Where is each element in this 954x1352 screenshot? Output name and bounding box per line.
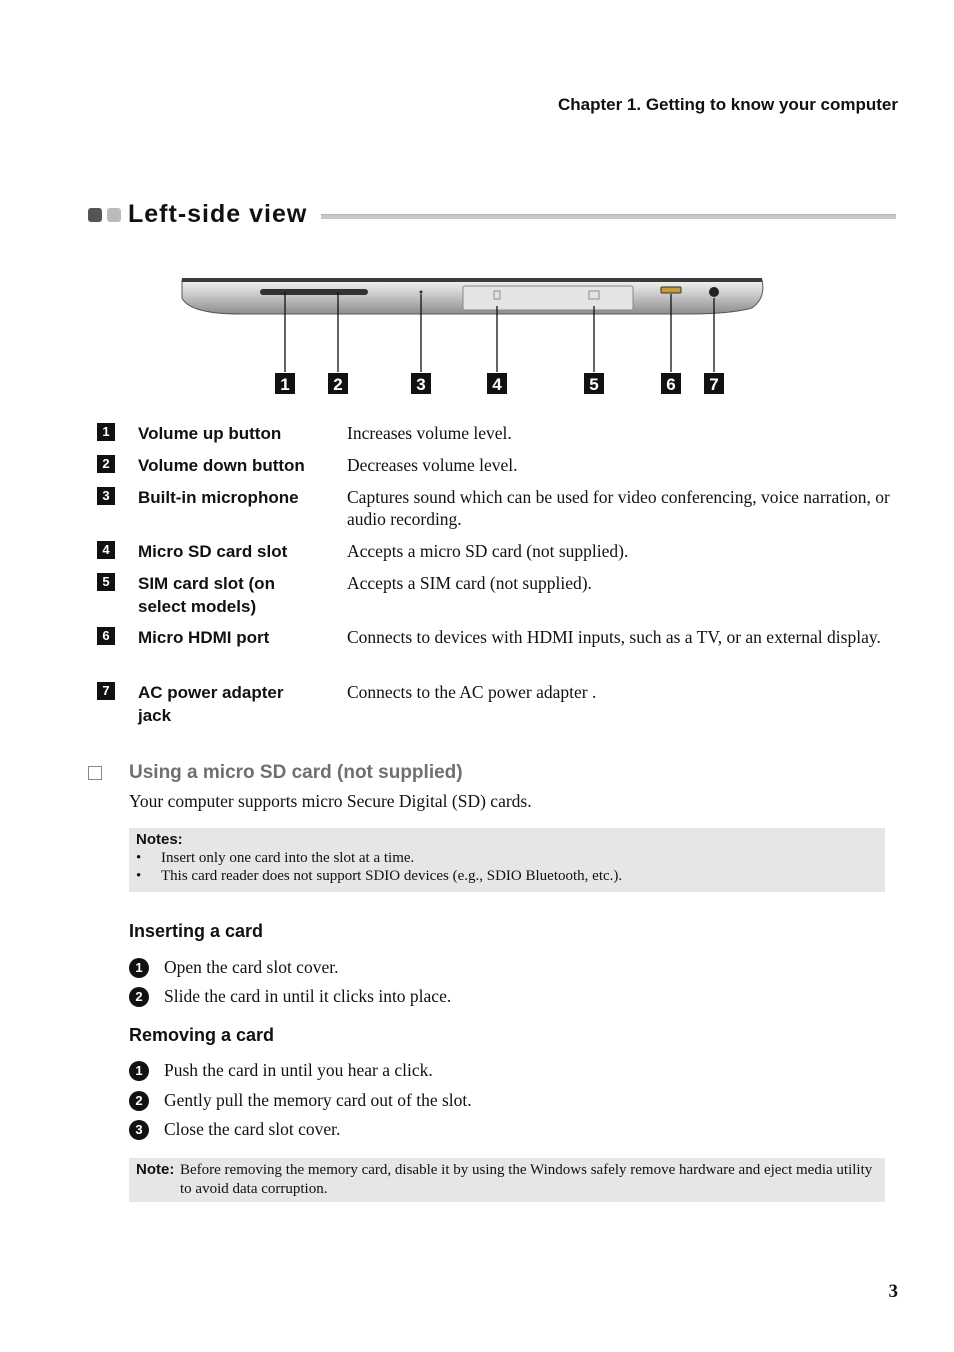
step-number-icon: 2 <box>129 987 149 1007</box>
page-number: 3 <box>888 1281 898 1302</box>
component-number: 6 <box>97 627 115 645</box>
step-text: Close the card slot cover. <box>164 1119 341 1139</box>
component-description: Captures sound which can be used for video conferencing, voice narration, or audio recording. <box>347 487 890 529</box>
component-name: Micro HDMI port <box>138 628 270 647</box>
device-left-side-illustration <box>170 270 770 400</box>
component-name: SIM card slot (on select models) <box>138 574 275 616</box>
step-number-icon: 1 <box>129 1061 149 1081</box>
bullet-icon: • <box>136 850 142 866</box>
section-bullet-light <box>107 208 121 222</box>
component-number: 1 <box>97 423 115 441</box>
card-slot-cover <box>463 286 633 310</box>
callout-label-5: 5 <box>589 375 599 394</box>
component-number: 4 <box>97 541 115 559</box>
step-number-icon: 3 <box>129 1120 149 1140</box>
component-name: Volume down button <box>138 456 305 475</box>
title-rule <box>321 214 896 219</box>
running-header: Chapter 1. Getting to know your computer <box>557 95 898 114</box>
section-title: Left-side view <box>128 200 308 228</box>
component-number: 7 <box>97 682 115 700</box>
callout-label-6: 6 <box>666 375 676 394</box>
note-text: Before removing the memory card, disable it by using the Windows safely remove hardware and eject media utility to avoid data corruption. <box>180 1162 873 1197</box>
component-number: 5 <box>97 573 115 591</box>
component-name: Micro SD card slot <box>138 542 288 561</box>
step-text: Slide the card in until it clicks into place. <box>164 986 452 1006</box>
callout-label-4: 4 <box>492 375 502 394</box>
step-text: Push the card in until you hear a click. <box>164 1060 433 1080</box>
bullet-icon: • <box>136 868 142 884</box>
note-label: Note: <box>136 1161 175 1178</box>
hdmi-port <box>661 287 681 293</box>
component-name: Volume up button <box>138 424 282 443</box>
subsection-bullet-icon <box>88 766 102 780</box>
component-description: Accepts a SIM card (not supplied). <box>347 573 592 593</box>
note-item <box>136 850 414 867</box>
step-text: Open the card slot cover. <box>164 957 339 977</box>
callout-label-2: 2 <box>333 375 343 394</box>
removing-heading: Removing a card <box>129 1025 275 1045</box>
subsection-title: Using a micro SD card (not supplied) <box>129 762 463 783</box>
step-number-icon: 2 <box>129 1091 149 1111</box>
component-name: AC power adapter jack <box>138 683 284 725</box>
subsection-intro: Your computer supports micro Secure Digital (SD) cards. <box>129 791 532 811</box>
component-description: Accepts a micro SD card (not supplied). <box>347 541 629 561</box>
step-text: Gently pull the memory card out of the slot. <box>164 1090 472 1110</box>
note-text: This card reader does not support SDIO devices (e.g., SDIO Bluetooth, etc.). <box>161 868 623 884</box>
callout-label-3: 3 <box>416 375 426 394</box>
note-box <box>129 1158 885 1202</box>
component-number: 2 <box>97 455 115 473</box>
device-top-edge <box>182 278 762 282</box>
component-name: Built-in microphone <box>138 488 299 507</box>
section-title-row <box>88 200 896 232</box>
section-bullet-dark <box>88 208 102 222</box>
inserting-heading: Inserting a card <box>129 921 264 941</box>
component-description: Connects to devices with HDMI inputs, such as a TV, or an external display. <box>347 627 881 647</box>
component-description: Decreases volume level. <box>347 455 518 475</box>
notes-box <box>129 828 885 892</box>
microphone-hole <box>420 291 423 294</box>
callout-label-7: 7 <box>709 375 719 394</box>
note-text: Insert only one card into the slot at a time. <box>161 850 415 866</box>
component-description: Connects to the AC power adapter . <box>347 682 597 702</box>
step-number-icon: 1 <box>129 958 149 978</box>
component-number: 3 <box>97 487 115 505</box>
power-jack <box>709 287 719 297</box>
notes-heading: Notes: <box>136 831 183 848</box>
component-description: Increases volume level. <box>347 423 512 443</box>
callout-label-1: 1 <box>280 375 290 394</box>
volume-rocker <box>260 289 368 295</box>
note-item <box>136 868 622 885</box>
